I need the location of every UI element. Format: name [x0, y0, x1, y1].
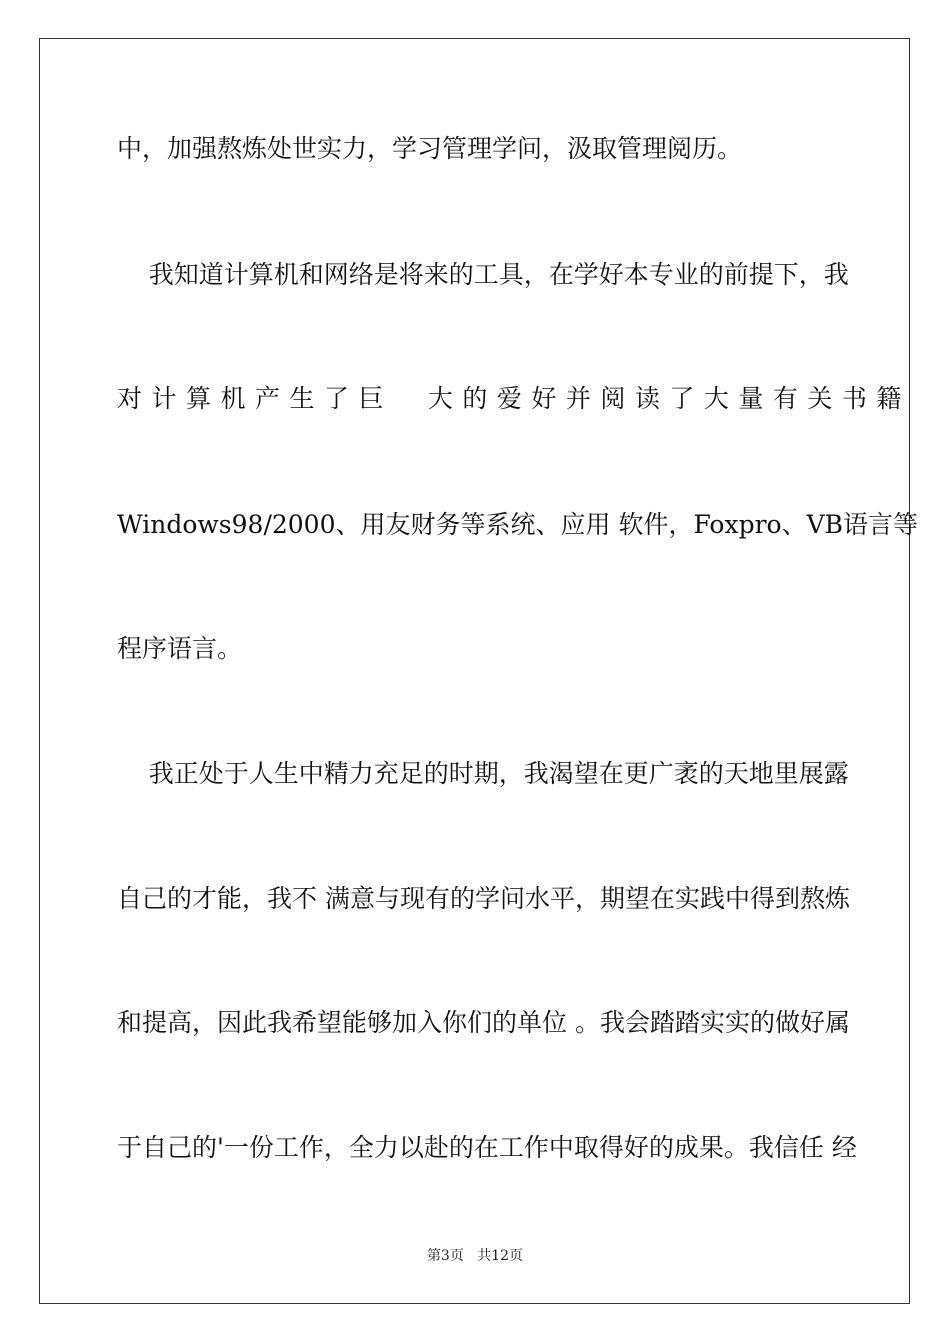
- text-line: 程序语言。: [117, 634, 243, 663]
- page-border: [39, 38, 919, 1304]
- text-line: 自己的才能，我不 满意与现有的学问水平，期望在实践中得到熬炼: [117, 884, 850, 913]
- text-line: 对计算机产生了巨 大的爱好并阅读了大量有关书籍: [117, 384, 911, 413]
- text-line: 于自己的'一份工作，全力以赴的在工作中取得好的成果。我信任 经: [117, 1133, 857, 1162]
- page-total: 共12页: [477, 1248, 524, 1264]
- page-number: 第3页: [426, 1248, 464, 1264]
- text-line: Windows98/2000、用友财务等系统、应用 软件，Foxpro、VB语言等: [117, 510, 919, 539]
- text-line: 中，加强熬炼处世实力，学习管理学问，汲取管理阅历。: [117, 134, 743, 163]
- page-footer: [0, 1247, 950, 1265]
- text-line: 我知道计算机和网络是将来的工具，在学好本专业的前提下，我: [117, 260, 849, 289]
- text-line: 我正处于人生中精力充足的时期，我渴望在更广袤的天地里展露: [117, 759, 849, 788]
- text-line: 和提高，因此我希望能够加入你们的单位 。我会踏踏实实的做好属: [117, 1008, 850, 1037]
